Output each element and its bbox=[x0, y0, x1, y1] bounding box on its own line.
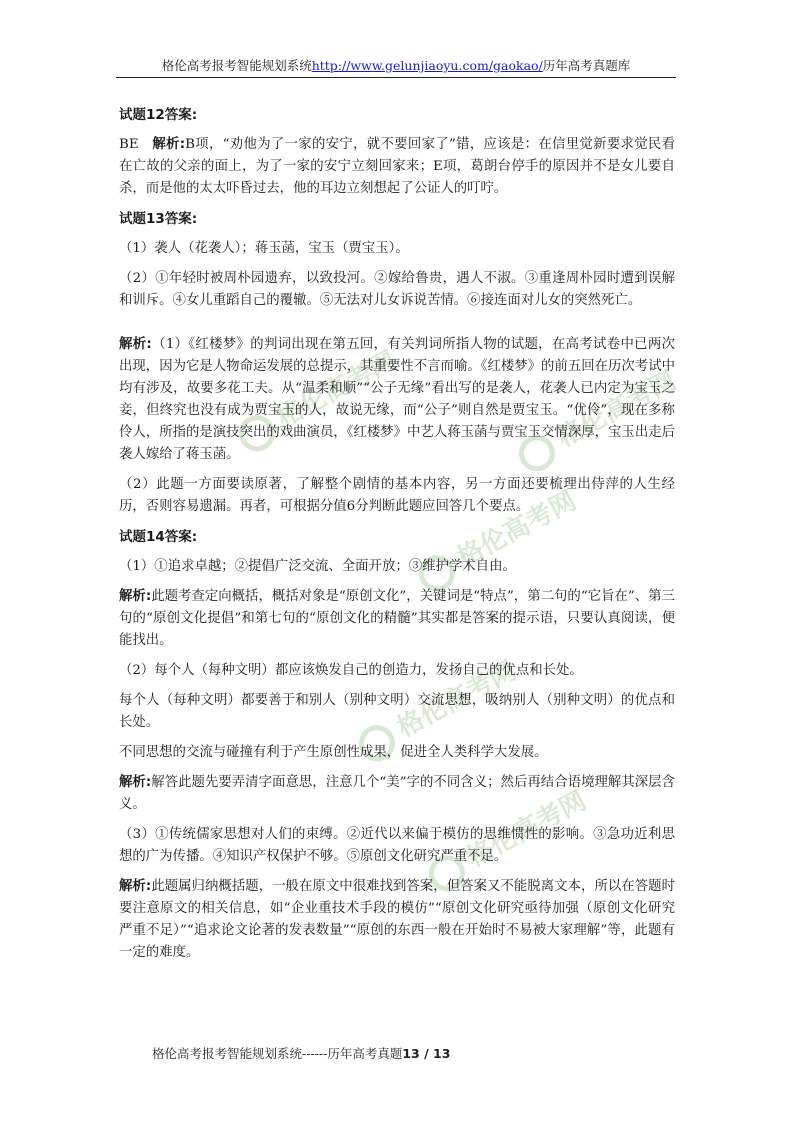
q14-title: 试题14答案: bbox=[119, 529, 198, 545]
watermark: 格伦高考网 bbox=[351, 651, 523, 768]
q13-answer-1: （1）袭人（花袭人）；蒋玉菡，宝玉（贾宝玉）。 bbox=[119, 241, 409, 256]
header-link[interactable]: http://www.gelunjiaoyu.com/gaokao/ bbox=[311, 58, 543, 73]
q12-analysis-label: 解析: bbox=[152, 137, 186, 152]
answer-content bbox=[119, 104, 675, 972]
q14-answer-1: （1）①追求卓越；②提倡广泛交流、全面开放；③维护学术自由。 bbox=[119, 559, 516, 574]
watermark: 格伦高考网 bbox=[511, 361, 683, 478]
header-suffix: 历年高考真题库 bbox=[542, 58, 631, 73]
q14-answer-2b: 每个人（每种文明）都要善于和别人（别种文明）交流思想，吸纳别人（别种文明）的优点和长处。 bbox=[119, 693, 675, 730]
watermark: 格伦高考网 bbox=[421, 781, 593, 898]
q12-analysis-text: B项，“劝他为了一家的安宁，就不要回家了”错，应该是：在信里觉新要求觉民看在亡故的父亲的面上，为了一家的安宁立刻回家来；E项，葛朗台停手的原因并不是女儿要自杀，而是他的太太吓昏过去，他的耳边立刻想起了公证人的叮咛。 bbox=[119, 137, 676, 196]
q14-analysis-3-label: 解析: bbox=[119, 879, 152, 894]
page-header bbox=[116, 55, 676, 78]
page-footer bbox=[152, 1044, 450, 1062]
q14-analysis-2-label: 解析: bbox=[119, 775, 152, 790]
q13-analysis-label: 解析: bbox=[119, 337, 152, 352]
q14-analysis-2 bbox=[119, 772, 675, 816]
q14-analysis-1-label: 解析: bbox=[119, 589, 152, 604]
q14-analysis-1 bbox=[119, 586, 675, 652]
q13-answer-2: （2）①年轻时被周朴园遗弃，以致投河。②嫁给鲁贵，遇人不淑。③重逢周朴园时遭到误解和训斥。④女儿重蹈自己的覆辙。⑤无法对儿女诉说苦情。⑥接连面对儿女的突然死亡。 bbox=[119, 271, 675, 308]
watermark: 格伦高考网 bbox=[411, 481, 583, 598]
watermark: 格伦高考网 bbox=[231, 341, 403, 458]
q14-analysis-1-text: 此题考查定向概括，概括对象是“原创文化”，关键词是“特点”，第二句的“它旨在”、第三句的“原创文化提倡”和第七句的“原创文化的精髓”其实都是答案的提示语，只要认真阅读，便能找出。 bbox=[119, 589, 675, 648]
q14-analysis-2-text: 解答此题先要弄清字面意思，注意几个“美”字的不同含义；然后再结合语境理解其深层含义。 bbox=[119, 775, 675, 812]
q13-analysis-1 bbox=[119, 334, 675, 466]
q12-answer bbox=[119, 134, 675, 200]
header-prefix: 格伦高考报考智能规划系统 bbox=[161, 58, 312, 73]
q14-answer-2c: 不同思想的交流与碰撞有利于产生原创性成果，促进全人类科学大发展。 bbox=[119, 745, 548, 760]
q12-answer-key: BE bbox=[119, 137, 139, 152]
footer-text: 格伦高考报考智能规划系统------历年高考真题 bbox=[152, 1046, 403, 1061]
page-number: 13 / 13 bbox=[402, 1046, 451, 1061]
q14-analysis-3 bbox=[119, 876, 675, 964]
q13-analysis-1-text: （1）《红楼梦》的判词出现在第五回，有关判词所指人物的试题，在高考试卷中已两次出现，因为它是人物命运发展的总提示，其重要性不言而喻。《红楼梦》的前五回在历次考试中均有涉及，故要多花工夫。从“温柔和顺”“公子无缘”看出写的是袭人，花袭人已内定为宝玉之妾，但终究也没有成为贾宝玉的人，故说无缘，而“公子”则自然是贾宝玉。“优伶”，现在多称伶人，所指的是演技突出的戏曲演员，《红楼梦》中艺人蒋玉菡与贾宝玉交情深厚，宝玉出走后袭人嫁给了蒋玉菡。 bbox=[119, 337, 675, 462]
q14-analysis-3-text: 此题属归纳概括题，一般在原文中很难找到答案，但答案又不能脱离文本，所以在答题时要注意原文的相关信息，如“企业重技术手段的模仿”“原创文化研究亟待加强（原创文化研究严重不足）”“追求论文论著的发表数量”“原创的东西一般在开始时不易被大家理解”等，此题有一定的难度。 bbox=[119, 879, 675, 960]
q13-analysis-2: （2）此题一方面要读原著，了解整个剧情的基本内容，另一方面还要梳理出侍萍的人生经历，否则容易遗漏。再者，可根据分值6分判断此题应回答几个要点。 bbox=[119, 477, 675, 514]
q14-answer-3: （3）①传统儒家思想对人们的束缚。②近代以来偏于模仿的思维惯性的影响。③急功近利思想的广为传播。④知识产权保护不够。⑤原创文化研究严重不足。 bbox=[119, 827, 675, 864]
q14-answer-2a: （2）每个人（每种文明）都应该焕发自己的创造力，发扬自己的优点和长处。 bbox=[119, 663, 583, 678]
q13-title: 试题13答案: bbox=[119, 211, 198, 227]
q12-title: 试题12答案: bbox=[119, 107, 198, 123]
